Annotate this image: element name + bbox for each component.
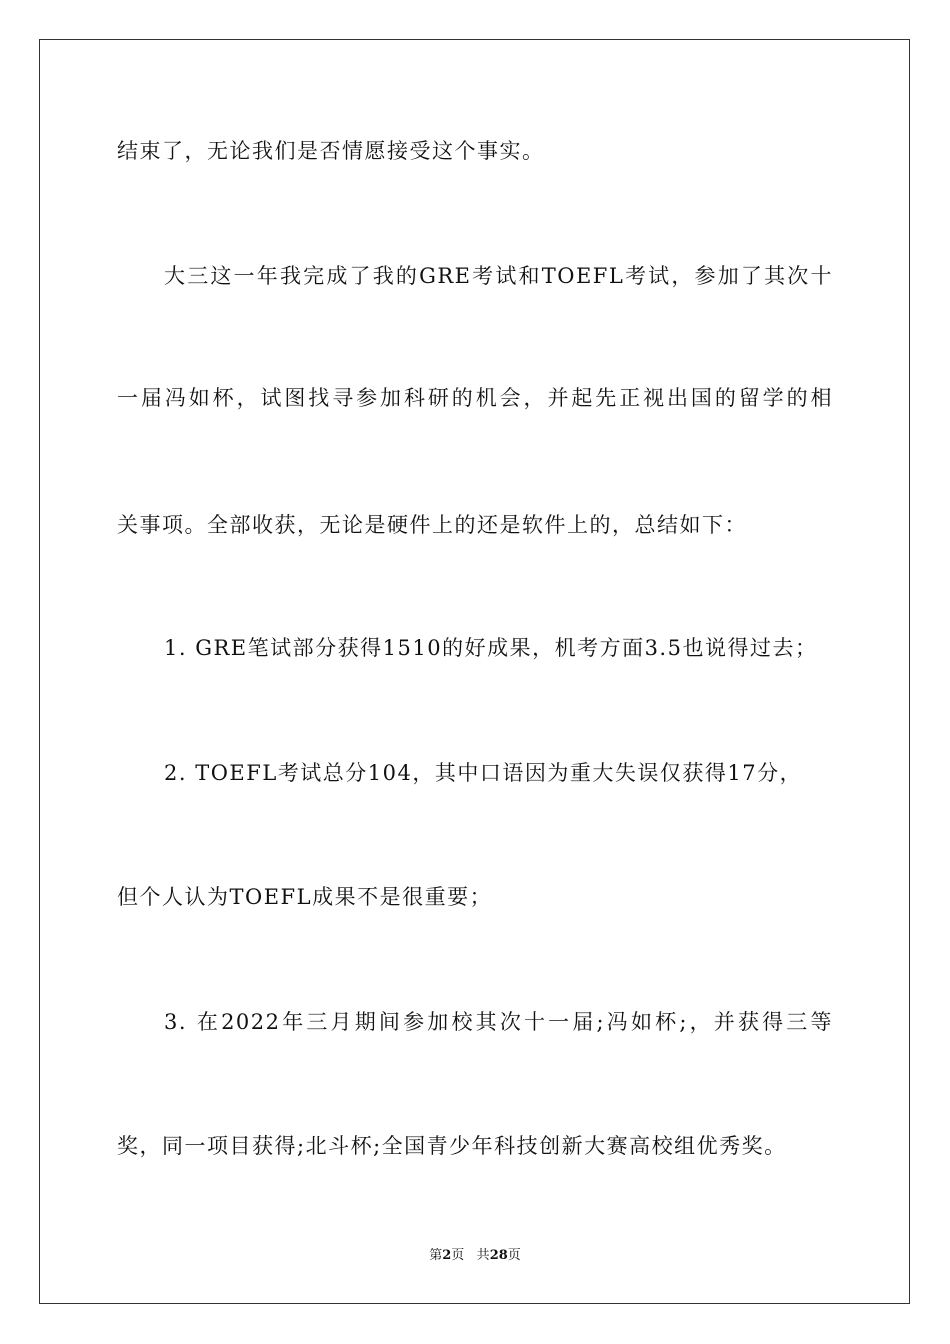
list-item-3-continued: 奖，同一项目获得;北斗杯;全国青少年科技创新大赛高校组优秀奖。 bbox=[117, 1134, 787, 1158]
page-prefix: 第 bbox=[429, 1248, 443, 1263]
list-item-2: 2. TOEFL考试总分104，其中口语因为重大失误仅获得17分， bbox=[164, 761, 803, 785]
page-footer bbox=[0, 1247, 950, 1265]
list-item-3: 3. 在2022年三月期间参加校其次十一届;冯如杯;，并获得三等 bbox=[164, 1010, 833, 1034]
total-prefix: 共 bbox=[476, 1248, 490, 1263]
page-border bbox=[39, 39, 910, 1304]
text-line-4: 关事项。全部收获，无论是硬件上的还是软件上的，总结如下： bbox=[117, 513, 747, 537]
list-item-1: 1. GRE笔试部分获得1510的好成果，机考方面3.5也说得过去； bbox=[164, 636, 818, 660]
text-line-3: 一届冯如杯，试图找寻参加科研的机会，并起先正视出国的留学的相 bbox=[117, 386, 833, 410]
list-item-2-continued: 但个人认为TOEFL成果不是很重要； bbox=[117, 885, 493, 909]
total-suffix: 页 bbox=[507, 1248, 521, 1263]
text-line-2: 大三这一年我完成了我的GRE考试和TOEFL考试，参加了其次十 bbox=[164, 264, 833, 288]
total-pages: 28 bbox=[489, 1248, 508, 1263]
page-suffix: 页 bbox=[451, 1248, 465, 1263]
text-line-1: 结束了，无论我们是否情愿接受这个事实。 bbox=[117, 139, 545, 163]
page-number: 2 bbox=[442, 1248, 452, 1263]
